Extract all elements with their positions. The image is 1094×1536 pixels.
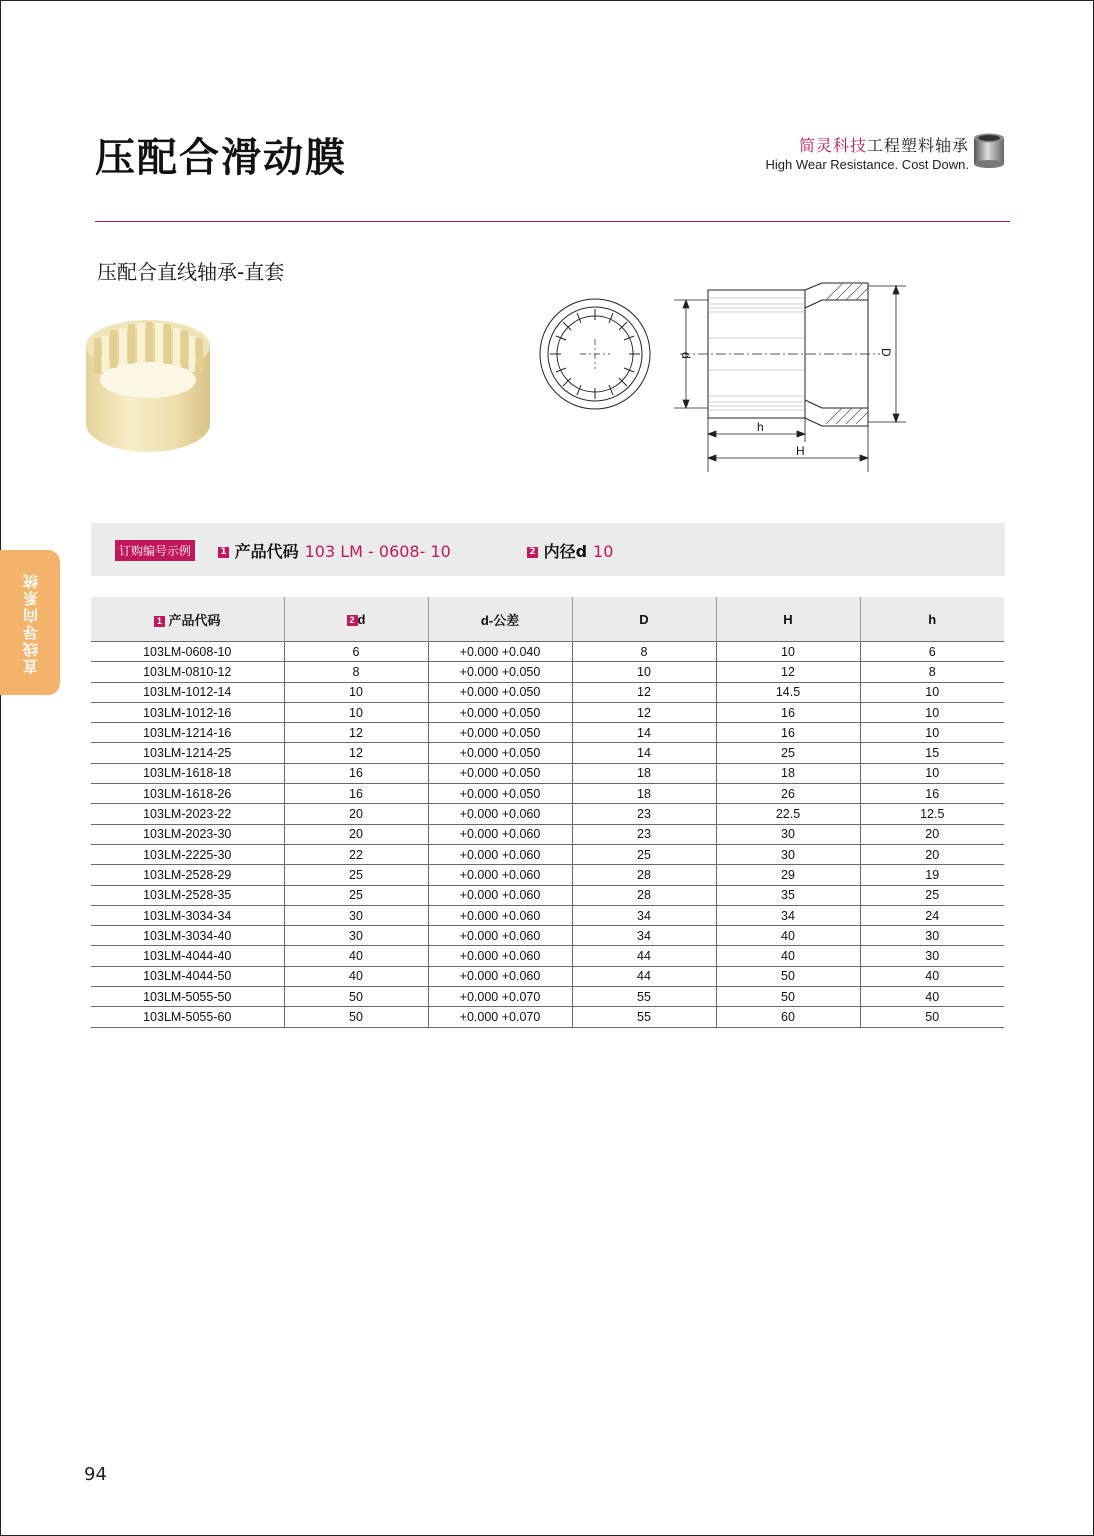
table-cell: 16 [716, 702, 860, 722]
table-cell: 10 [860, 682, 1004, 702]
table-cell: +0.000 +0.060 [428, 824, 572, 844]
table-cell: 103LM-2225-30 [91, 844, 284, 864]
table-cell: 12.5 [860, 804, 1004, 824]
table-cell: 28 [572, 885, 716, 905]
table-cell: +0.000 +0.070 [428, 1007, 572, 1027]
bushing-logo-icon [972, 132, 1006, 168]
table-cell: 50 [716, 987, 860, 1007]
table-row [91, 905, 1004, 925]
table-cell: 20 [284, 824, 428, 844]
table-cell: +0.000 +0.040 [428, 642, 572, 662]
table-cell: 22.5 [716, 804, 860, 824]
table-cell: 25 [860, 885, 1004, 905]
table-cell: +0.000 +0.050 [428, 662, 572, 682]
table-cell: 40 [284, 946, 428, 966]
table-cell: 12 [572, 682, 716, 702]
page-title: 压配合滑动膜 [95, 135, 347, 181]
table-row [91, 702, 1004, 722]
spec-table [91, 597, 1004, 1028]
table-cell: 50 [284, 987, 428, 1007]
table-row [91, 682, 1004, 702]
table-cell: 10 [716, 642, 860, 662]
table-cell: +0.000 +0.050 [428, 702, 572, 722]
table-cell: 103LM-4044-50 [91, 966, 284, 986]
table-row [91, 784, 1004, 804]
table-cell: 29 [716, 865, 860, 885]
table-row [91, 987, 1004, 1007]
table-cell: 16 [284, 784, 428, 804]
table-cell: 103LM-3034-40 [91, 926, 284, 946]
table-cell: 103LM-2528-35 [91, 885, 284, 905]
table-cell: 40 [716, 926, 860, 946]
table-cell: 30 [716, 824, 860, 844]
dim-label-h: h [757, 420, 764, 434]
brand-block [765, 133, 969, 172]
table-cell: +0.000 +0.050 [428, 743, 572, 763]
table-cell: 30 [860, 946, 1004, 966]
table-cell: 14 [572, 723, 716, 743]
table-cell: 25 [284, 865, 428, 885]
table-row [91, 723, 1004, 743]
technical-drawing [530, 278, 910, 478]
order-item-label: 产品代码 [234, 542, 299, 561]
table-cell: 12 [284, 743, 428, 763]
table-cell: +0.000 +0.060 [428, 905, 572, 925]
table-cell: 8 [284, 662, 428, 682]
dim-label-H: H [796, 444, 805, 458]
table-cell: 25 [572, 844, 716, 864]
table-cell: +0.000 +0.060 [428, 946, 572, 966]
table-cell: 40 [716, 946, 860, 966]
table-cell: 8 [572, 642, 716, 662]
table-cell: 103LM-3034-34 [91, 905, 284, 925]
table-header-row [91, 597, 1004, 642]
table-row [91, 1007, 1004, 1027]
order-item-label: 内径d [543, 542, 588, 561]
table-cell: 34 [716, 905, 860, 925]
table-cell: 14.5 [716, 682, 860, 702]
table-row [91, 865, 1004, 885]
table-cell: 30 [860, 926, 1004, 946]
table-cell: +0.000 +0.060 [428, 844, 572, 864]
table-cell: +0.000 +0.060 [428, 804, 572, 824]
table-cell: 28 [572, 865, 716, 885]
table-cell: 44 [572, 966, 716, 986]
table-cell: 103LM-1618-18 [91, 763, 284, 783]
table-cell: 18 [572, 763, 716, 783]
table-row [91, 885, 1004, 905]
table-cell: 55 [572, 987, 716, 1007]
table-cell: 12 [284, 723, 428, 743]
table-cell: 22 [284, 844, 428, 864]
table-cell: 30 [284, 905, 428, 925]
table-cell: 10 [860, 702, 1004, 722]
header-cell [860, 597, 1004, 642]
order-item-value: 10 [593, 542, 614, 561]
table-cell: 50 [860, 1007, 1004, 1027]
table-cell: +0.000 +0.060 [428, 885, 572, 905]
table-cell: 12 [572, 702, 716, 722]
table-cell: 34 [572, 926, 716, 946]
table-cell: 18 [716, 763, 860, 783]
number-badge: 2 [347, 615, 358, 626]
table-cell: +0.000 +0.060 [428, 865, 572, 885]
table-cell: 18 [572, 784, 716, 804]
table-cell: 35 [716, 885, 860, 905]
order-item-inner-diameter [527, 539, 613, 562]
spec-table-body [91, 642, 1004, 1028]
number-badge: 1 [218, 547, 229, 558]
order-example-tag: 订购编号示例 [115, 540, 195, 561]
header-cell [91, 597, 284, 642]
table-row [91, 763, 1004, 783]
table-row [91, 662, 1004, 682]
header-label: 产品代码 [168, 612, 221, 628]
table-cell: 15 [860, 743, 1004, 763]
table-cell: 103LM-2023-22 [91, 804, 284, 824]
table-cell: 24 [860, 905, 1004, 925]
table-row [91, 642, 1004, 662]
table-cell: 103LM-4044-40 [91, 946, 284, 966]
table-cell: +0.000 +0.050 [428, 763, 572, 783]
table-cell: 16 [284, 763, 428, 783]
table-cell: +0.000 +0.060 [428, 926, 572, 946]
number-badge: 2 [527, 547, 538, 558]
table-row [91, 804, 1004, 824]
side-tab-label: 直线导向系统 [22, 572, 40, 674]
table-cell: 16 [716, 723, 860, 743]
table-cell: 23 [572, 824, 716, 844]
table-cell: 103LM-1214-25 [91, 743, 284, 763]
table-cell: 60 [716, 1007, 860, 1027]
table-cell: 50 [284, 1007, 428, 1027]
order-item-product-code [218, 539, 451, 562]
table-cell: 10 [860, 763, 1004, 783]
table-cell: 23 [572, 804, 716, 824]
brand-name-pink: 简灵科技 [798, 136, 867, 155]
header-label: d-公差 [480, 612, 520, 628]
table-cell: 103LM-1012-16 [91, 702, 284, 722]
table-cell: +0.000 +0.050 [428, 723, 572, 743]
table-cell: 6 [284, 642, 428, 662]
table-cell: 103LM-1012-14 [91, 682, 284, 702]
table-cell: +0.000 +0.050 [428, 784, 572, 804]
table-cell: 103LM-5055-50 [91, 987, 284, 1007]
table-cell: 10 [860, 723, 1004, 743]
header-label: D [639, 611, 649, 627]
table-cell: 50 [716, 966, 860, 986]
header-cell [284, 597, 428, 642]
table-cell: 20 [860, 844, 1004, 864]
bushing-photo [78, 312, 218, 460]
table-cell: 14 [572, 743, 716, 763]
brand-name [765, 133, 969, 156]
table-cell: 44 [572, 946, 716, 966]
table-row [91, 926, 1004, 946]
table-cell: 103LM-5055-60 [91, 1007, 284, 1027]
table-cell: 103LM-2023-30 [91, 824, 284, 844]
table-cell: 25 [284, 885, 428, 905]
table-cell: 34 [572, 905, 716, 925]
table-cell: +0.000 +0.050 [428, 682, 572, 702]
table-cell: 10 [572, 662, 716, 682]
section-subtitle: 压配合直线轴承-直套 [97, 260, 285, 284]
header-label: h [928, 611, 937, 627]
table-cell: +0.000 +0.070 [428, 987, 572, 1007]
table-row [91, 946, 1004, 966]
table-row [91, 743, 1004, 763]
dim-label-d: d [679, 352, 693, 359]
header-cell [716, 597, 860, 642]
table-cell: 10 [284, 682, 428, 702]
header-cell [428, 597, 572, 642]
header-cell [572, 597, 716, 642]
header-label: H [783, 611, 793, 627]
table-cell: 8 [860, 662, 1004, 682]
brand-slogan: High Wear Resistance. Cost Down. [765, 157, 969, 172]
table-cell: 40 [860, 987, 1004, 1007]
number-badge: 1 [154, 616, 165, 627]
table-cell: 19 [860, 865, 1004, 885]
side-tab [0, 550, 60, 695]
table-cell: 103LM-0810-12 [91, 662, 284, 682]
table-cell: 10 [284, 702, 428, 722]
dim-label-D: D [879, 348, 893, 357]
table-cell: 16 [860, 784, 1004, 804]
table-cell: 12 [716, 662, 860, 682]
order-item-value: 103 LM - 0608- 10 [304, 542, 451, 561]
table-cell: 103LM-2528-29 [91, 865, 284, 885]
table-cell: +0.000 +0.060 [428, 966, 572, 986]
table-cell: 6 [860, 642, 1004, 662]
table-cell: 30 [284, 926, 428, 946]
table-cell: 103LM-1618-26 [91, 784, 284, 804]
table-cell: 40 [860, 966, 1004, 986]
table-cell: 30 [716, 844, 860, 864]
order-example-box [91, 523, 1005, 576]
page-number: 94 [84, 1464, 107, 1485]
table-cell: 20 [860, 824, 1004, 844]
table-cell: 25 [716, 743, 860, 763]
brand-name-black: 工程塑料轴承 [866, 136, 969, 155]
table-cell: 55 [572, 1007, 716, 1027]
header-label: d [357, 611, 366, 627]
table-row [91, 824, 1004, 844]
table-cell: 26 [716, 784, 860, 804]
table-cell: 20 [284, 804, 428, 824]
header-rule [95, 221, 1010, 222]
table-row [91, 844, 1004, 864]
table-cell: 103LM-0608-10 [91, 642, 284, 662]
table-cell: 103LM-1214-16 [91, 723, 284, 743]
table-row [91, 966, 1004, 986]
table-cell: 40 [284, 966, 428, 986]
